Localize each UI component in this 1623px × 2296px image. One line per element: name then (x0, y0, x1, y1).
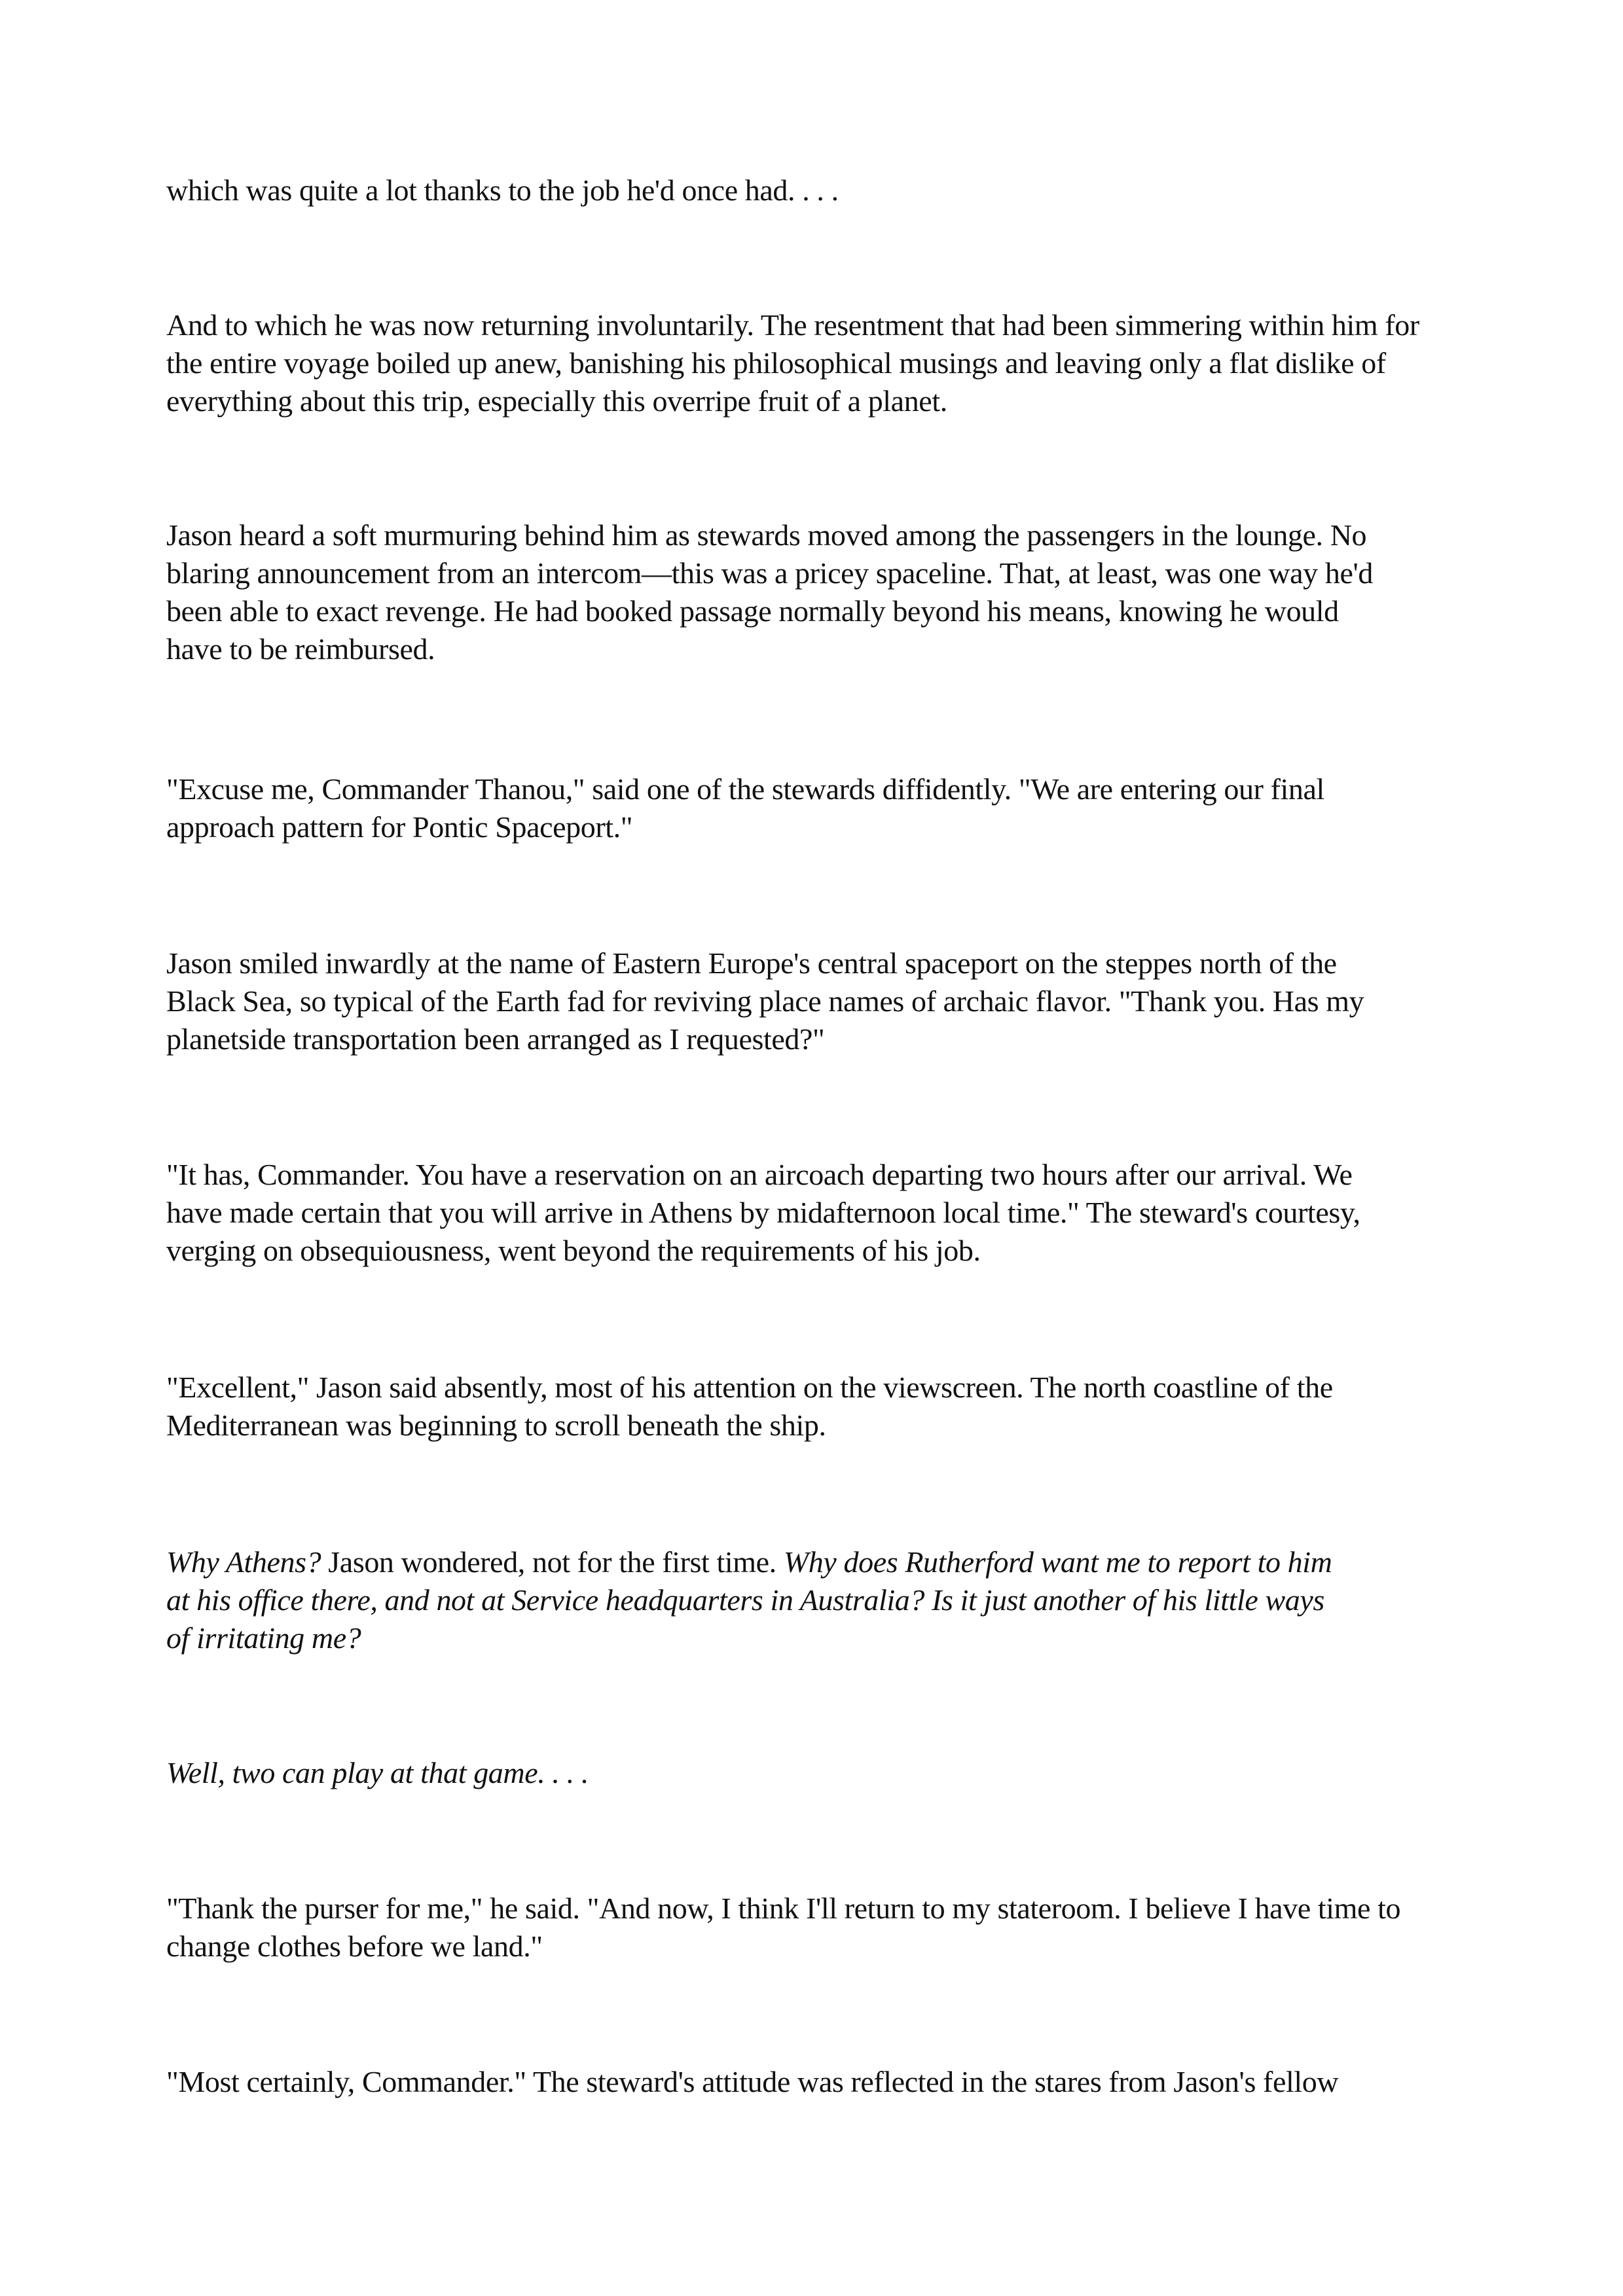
paragraph-1 (166, 171, 1476, 209)
paragraph-11 (166, 2063, 1476, 2101)
paragraph-6 (166, 1156, 1476, 1270)
text-line: Jason smiled inwardly at the name of Eastern Europe's central spaceport on the steppes north of the (166, 946, 1337, 980)
text-line: everything about this trip, especially this overripe fruit of a planet. (166, 384, 947, 418)
text-line: "Excellent," Jason said absently, most of his attention on the viewscreen. The north coastline of the (166, 1371, 1333, 1404)
roman-text: Jason wondered, not for the first time. (321, 1545, 784, 1579)
text-line: planetside transportation been arranged as I requested?" (166, 1022, 825, 1056)
text-line: blaring announcement from an intercom—this was a pricey spaceline. That, at least, was one way he'd (166, 556, 1373, 590)
italic-line: Well, two can play at that game. . . . (166, 1756, 589, 1789)
text-line: the entire voyage boiled up anew, banishing his philosophical musings and leaving only a flat dislike of (166, 346, 1386, 380)
paragraph-3 (166, 516, 1476, 668)
italic-line: at his office there, and not at Service headquarters in Australia? Is it just another of his little ways (166, 1583, 1324, 1617)
text-line: been able to exact revenge. He had booked passage normally beyond his means, knowing he would (166, 594, 1339, 628)
paragraph-5 (166, 944, 1476, 1058)
italic-text: Why Athens? (166, 1545, 321, 1579)
paragraph-7 (166, 1369, 1476, 1444)
text-line: "Thank the purser for me," he said. "And now, I think I'll return to my stateroom. I believe I have time to (166, 1892, 1401, 1925)
italic-text: Why does Rutherford want me to report to him (783, 1545, 1332, 1579)
text-line: which was quite a lot thanks to the job he'd once had. . . . (166, 173, 839, 207)
text-line: have made certain that you will arrive in Athens by midafternoon local time." The steward's courtesy, (166, 1196, 1360, 1229)
text-line: change clothes before we land." (166, 1929, 543, 1963)
text-line: Black Sea, so typical of the Earth fad for reviving place names of archaic flavor. "Thank you. Has my (166, 984, 1364, 1018)
text-line: "It has, Commander. You have a reservation on an aircoach departing two hours after our arrival. We (166, 1158, 1353, 1191)
text-line: Jason heard a soft murmuring behind him as stewards moved among the passengers in the lounge. No (166, 518, 1367, 552)
paragraph-10 (166, 1890, 1476, 1965)
paragraph-4 (166, 770, 1476, 846)
paragraph-2 (166, 306, 1476, 420)
text-line: "Most certainly, Commander." The steward's attitude was reflected in the stares from Jason's fellow (166, 2065, 1339, 2098)
text-line: have to be reimbursed. (166, 632, 435, 666)
text-line: Mediterranean was beginning to scroll beneath the ship. (166, 1408, 826, 1442)
paragraph-9 (166, 1754, 1476, 1792)
text-line: verging on obsequiousness, went beyond the requirements of his job. (166, 1234, 981, 1267)
text-line: approach pattern for Pontic Spaceport." (166, 810, 633, 844)
paragraph-8 (166, 1543, 1476, 1657)
italic-line: of irritating me? (166, 1621, 361, 1655)
text-line: And to which he was now returning involuntarily. The resentment that had been simmering within him for (166, 308, 1419, 342)
text-line: "Excuse me, Commander Thanou," said one of the stewards diffidently. "We are entering our final (166, 772, 1324, 806)
